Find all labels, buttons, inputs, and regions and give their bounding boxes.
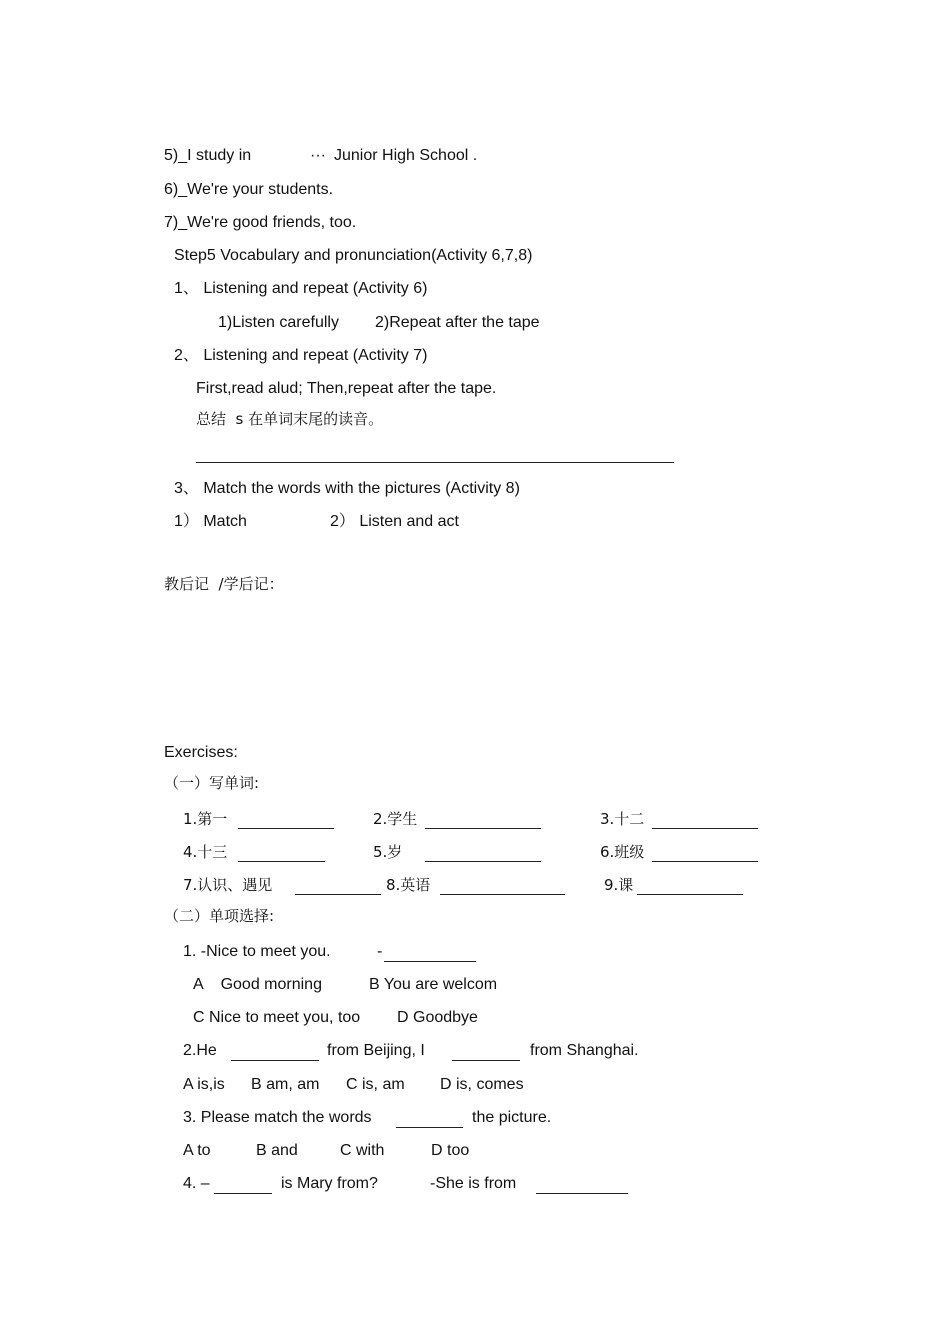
summary-answer-line <box>196 462 674 463</box>
word-item: 3.十二 <box>600 810 645 828</box>
word-item: 9.课 <box>604 876 634 894</box>
section-3-step-b: 2） Listen and act <box>330 513 459 530</box>
option-b: B You are welcom <box>369 976 498 993</box>
answer-blank[interactable] <box>452 1060 520 1061</box>
question-3-start: 3. Please match the words <box>183 1109 372 1126</box>
item-5-text: 5)_I study in <box>164 147 252 164</box>
word-blank[interactable] <box>295 894 381 895</box>
answer-blank[interactable] <box>214 1193 272 1194</box>
section-2-title: 2、 Listening and repeat (Activity 7) <box>174 347 428 364</box>
part-2-title: （二）单项选择: <box>164 907 275 925</box>
word-blank[interactable] <box>440 894 565 895</box>
word-item: 1.第一 <box>183 810 228 828</box>
question-1: 1. -Nice to meet you. <box>183 943 331 960</box>
word-blank[interactable] <box>652 828 758 829</box>
answer-blank[interactable] <box>384 961 476 962</box>
item-6-text: 6)_We're your students. <box>164 181 334 198</box>
option-b: B and <box>256 1142 298 1159</box>
option-a: A is,is <box>183 1076 225 1093</box>
section-1-step-a: 1)Listen carefully <box>218 314 339 331</box>
section-3-title: 3、 Match the words with the pictures (Activity 8) <box>174 480 520 497</box>
word-blank[interactable] <box>238 861 325 862</box>
section-1-step-b: 2)Repeat after the tape <box>375 314 540 331</box>
word-blank[interactable] <box>637 894 743 895</box>
word-blank[interactable] <box>238 828 334 829</box>
word-item: 5.岁 <box>373 843 403 861</box>
question-2-start: 2.He <box>183 1042 217 1059</box>
section-2-instruction: First,read alud; Then,repeat after the tape. <box>196 380 497 397</box>
option-d: D Goodbye <box>397 1009 478 1026</box>
question-4-answer-prefix: -She is from <box>430 1175 517 1192</box>
question-3-end: the picture. <box>472 1109 552 1126</box>
question-1-dash: - <box>377 943 383 960</box>
ellipsis-mark: ··· <box>310 147 326 164</box>
answer-blank[interactable] <box>231 1060 319 1061</box>
item-5-tail: Junior High School . <box>334 147 478 164</box>
item-7-text: 7)_We're good friends, too. <box>164 214 357 231</box>
word-item: 4.十三 <box>183 843 228 861</box>
section-1-title: 1、 Listening and repeat (Activity 6) <box>174 280 428 297</box>
word-item: 7.认识、遇见 <box>183 876 273 894</box>
word-blank[interactable] <box>425 828 541 829</box>
option-c: C with <box>340 1142 385 1159</box>
option-c: C is, am <box>346 1076 405 1093</box>
option-c: C Nice to meet you, too <box>193 1009 361 1026</box>
question-4-start: 4. – <box>183 1175 210 1192</box>
word-blank[interactable] <box>652 861 758 862</box>
word-item: 6.班级 <box>600 843 645 861</box>
question-2-middle: from Beijing, I <box>327 1042 425 1059</box>
part-1-title: （一）写单词: <box>164 774 260 792</box>
step5-heading: Step5 Vocabulary and pronunciation(Activity 6,7,8) <box>174 247 533 264</box>
option-d: D too <box>431 1142 470 1159</box>
option-b: B am, am <box>251 1076 320 1093</box>
teaching-notes-label: 教后记 /学后记： <box>164 575 284 593</box>
option-a: A to <box>183 1142 211 1159</box>
exercises-title: Exercises: <box>164 744 238 761</box>
question-2-end: from Shanghai. <box>530 1042 639 1059</box>
answer-blank[interactable] <box>536 1193 628 1194</box>
word-item: 8.英语 <box>386 876 431 894</box>
section-2-summary: 总结 s 在单词末尾的读音。 <box>196 410 384 428</box>
word-blank[interactable] <box>425 861 541 862</box>
section-3-step-a: 1） Match <box>174 513 247 530</box>
option-d: D is, comes <box>440 1076 524 1093</box>
word-item: 2.学生 <box>373 810 418 828</box>
option-a: A Good morning <box>193 976 322 993</box>
question-4-middle: is Mary from? <box>281 1175 378 1192</box>
answer-blank[interactable] <box>396 1127 463 1128</box>
